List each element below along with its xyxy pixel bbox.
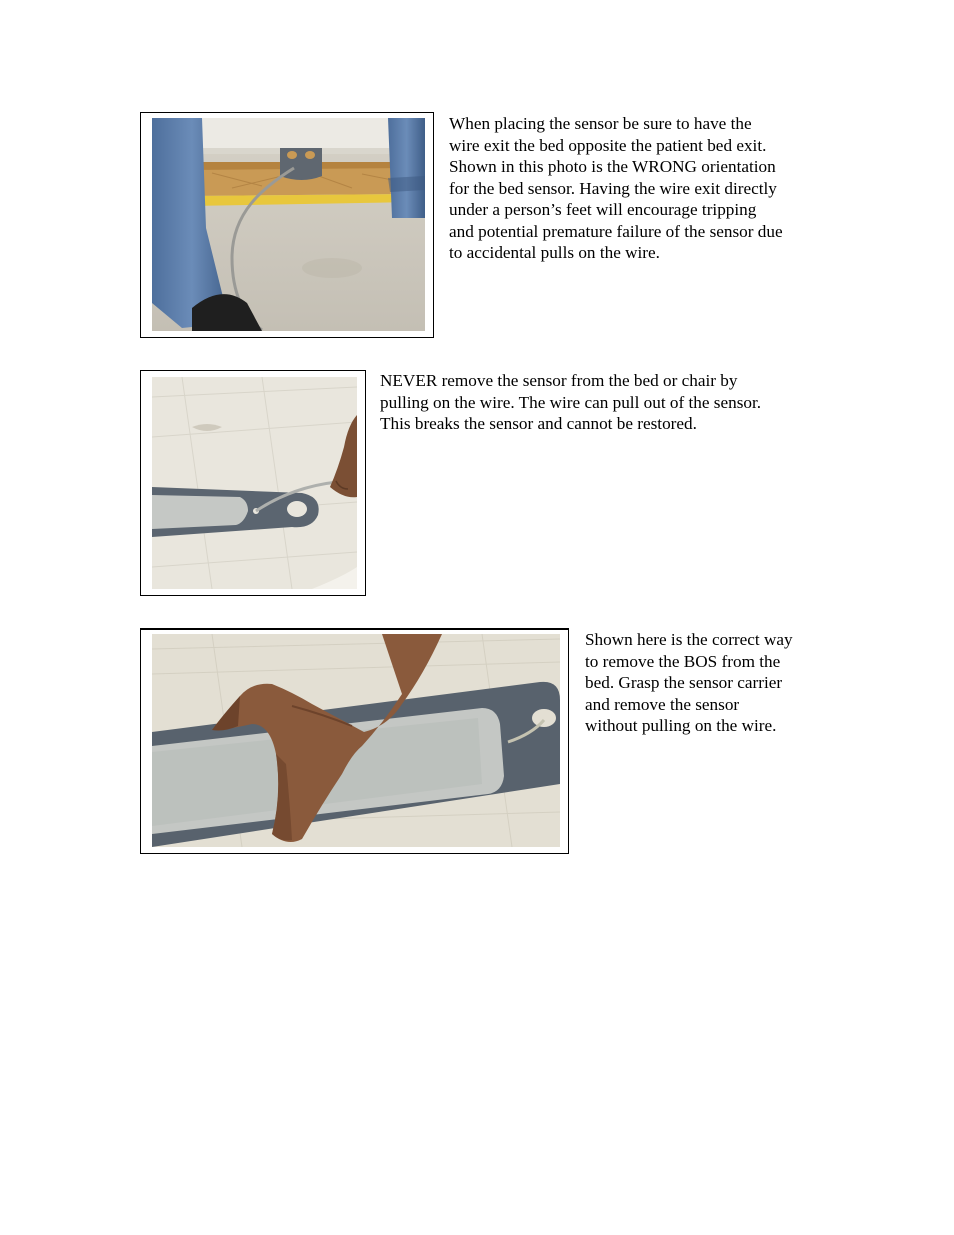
paragraph-line: and potential premature failure of the sensor due bbox=[449, 221, 783, 241]
paragraph-line: under a person’s feet will encourage tripping bbox=[449, 200, 757, 219]
paragraph-line: to accidental pulls on the wire. bbox=[449, 243, 660, 262]
paragraph-line: Shown in this photo is the WRONG orientation bbox=[449, 157, 776, 176]
never-pull-wire-paragraph bbox=[380, 370, 761, 435]
photo-pulling-wire bbox=[152, 377, 357, 589]
wrong-orientation-paragraph bbox=[449, 113, 783, 264]
paragraph-line: and remove the sensor bbox=[585, 694, 740, 714]
paragraph-line: for the bed sensor. Having the wire exit directly bbox=[449, 178, 777, 198]
paragraph-line: This breaks the sensor and cannot be restored. bbox=[380, 414, 697, 433]
paragraph-line: NEVER remove the sensor from the bed or chair by bbox=[380, 371, 738, 390]
paragraph-line: bed. Grasp the sensor carrier bbox=[585, 673, 783, 692]
paragraph-line: without pulling on the wire. bbox=[585, 716, 777, 735]
photo-correct-removal bbox=[152, 634, 560, 847]
paragraph-line: wire exit the bed opposite the patient bed exit. bbox=[449, 135, 767, 155]
paragraph-line: to remove the BOS from the bbox=[585, 651, 781, 671]
paragraph-line: pulling on the wire. The wire can pull out of the sensor. bbox=[380, 392, 762, 412]
photo-sensor-wrong-orientation bbox=[152, 118, 425, 331]
paragraph-line: When placing the sensor be sure to have the bbox=[449, 114, 752, 133]
paragraph-line: Shown here is the correct way bbox=[585, 630, 793, 649]
correct-removal-paragraph bbox=[585, 629, 793, 737]
